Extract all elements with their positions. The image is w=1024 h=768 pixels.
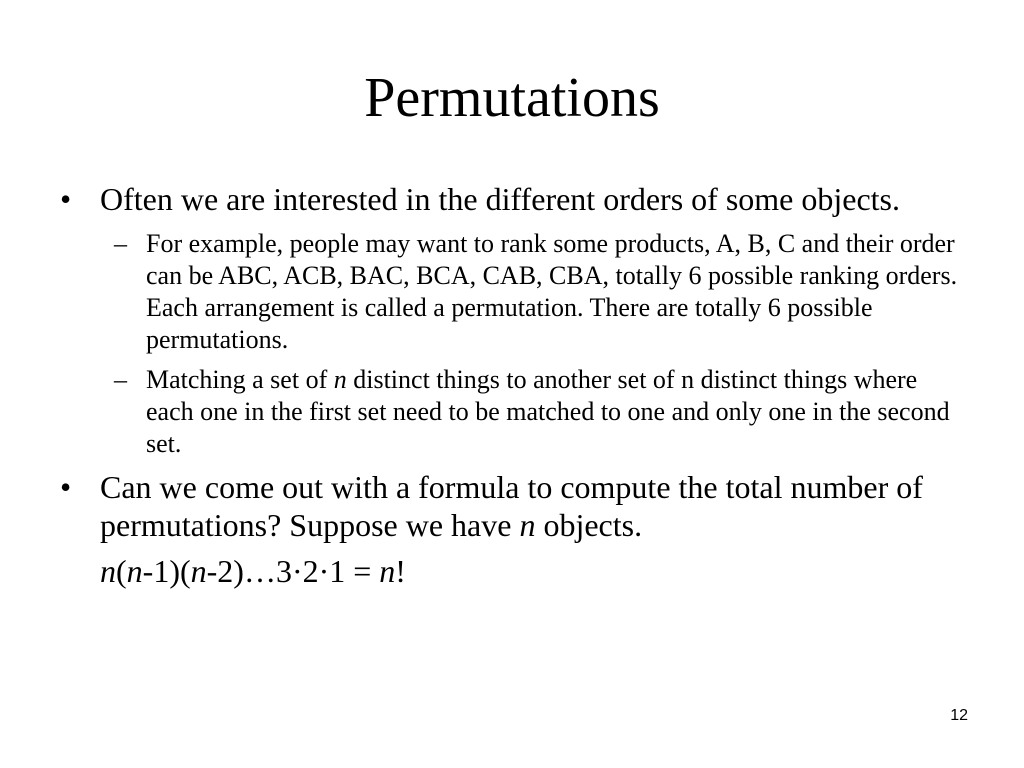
math-variable: n: [190, 553, 207, 589]
sub-bullet-text-end: distinct things to another set of n distinct things where each one in the first set need to be matched to one and only one in the second set.: [146, 365, 950, 458]
dash-marker: –: [114, 229, 127, 258]
bullet-item: [60, 468, 960, 544]
sub-bullet-text-start: Matching a set of: [146, 365, 334, 394]
math-variable: n: [100, 553, 116, 589]
slide-title: Permutations: [364, 67, 660, 129]
sub-bullet-list: [114, 228, 960, 460]
page-number: 12: [950, 707, 968, 724]
bullet-item: [60, 180, 960, 218]
factorial-formula: [60, 552, 960, 590]
bullet-marker: •: [60, 469, 72, 505]
sub-bullet-item: [114, 228, 960, 356]
bullet-text-end: objects.: [535, 507, 643, 543]
bullet-text-start: Can we come out with a formula to compute the total number of permutations? Suppose we have: [100, 469, 923, 543]
sub-bullet-item: [114, 364, 960, 460]
formula-part: !: [395, 553, 406, 589]
math-variable: n: [519, 507, 536, 543]
sub-bullet-text: For example, people may want to rank some products, A, B, C and their order can be ABC, ACB, BAC, BCA, CAB, CBA, totally 6 possible ranking orders. Each arrangement is called a permutation. There are totally 6 possible permutations.: [146, 229, 958, 354]
math-variable: n: [333, 365, 347, 394]
formula-part: (: [116, 553, 127, 589]
formula-part: -2)…3·2·1 =: [206, 553, 380, 589]
formula-part: -1)(: [142, 553, 191, 589]
slide-body: [60, 180, 960, 590]
math-variable: n: [379, 553, 396, 589]
bullet-marker: •: [60, 181, 72, 217]
dash-marker: –: [114, 365, 127, 394]
math-variable: n: [126, 553, 143, 589]
bullet-text: Often we are interested in the different orders of some objects.: [100, 181, 900, 217]
